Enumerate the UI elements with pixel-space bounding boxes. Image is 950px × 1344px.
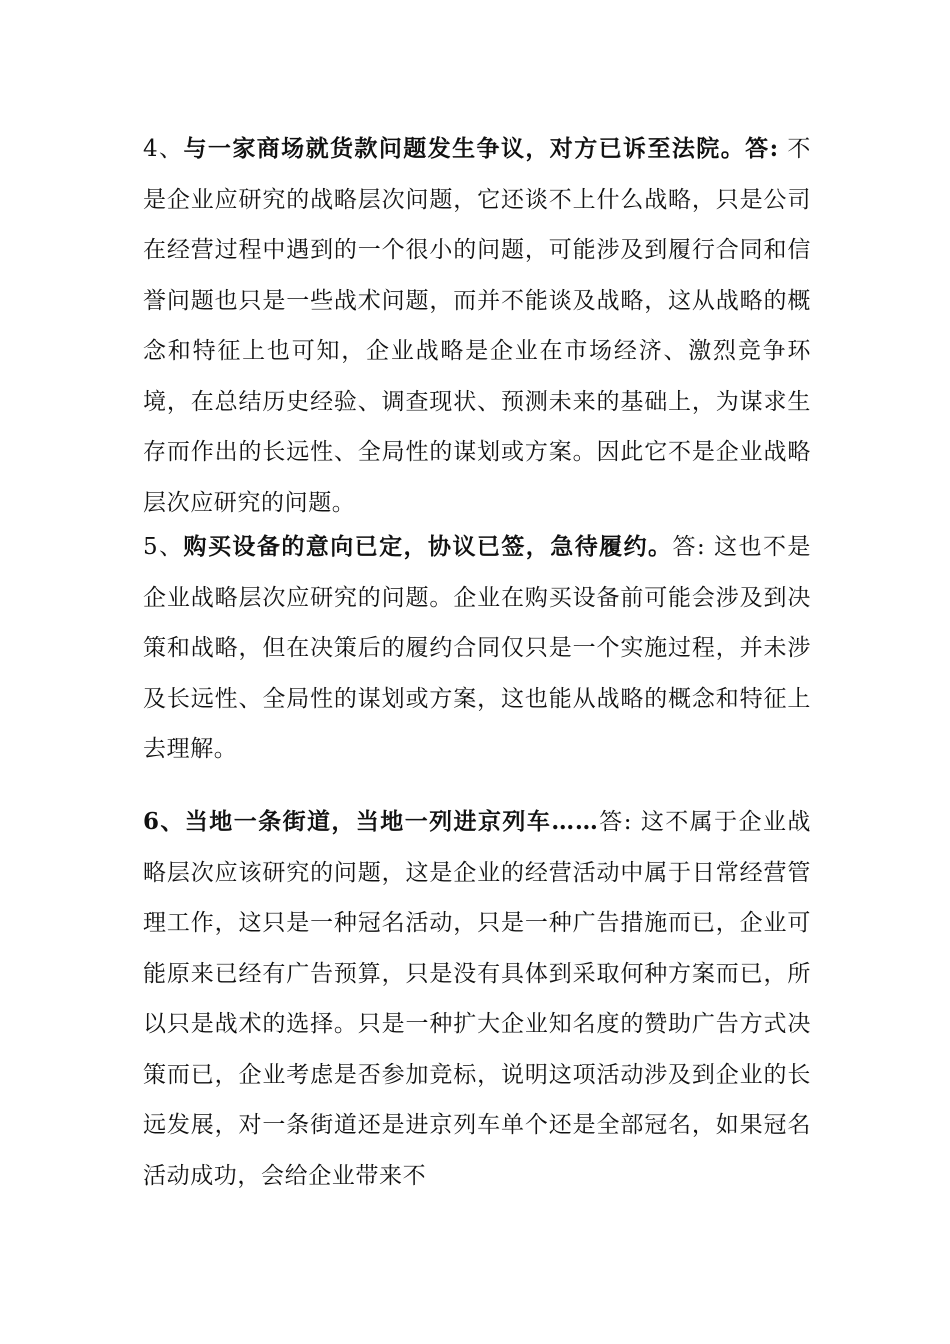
answer-text: 答: 这不属于企业战略层次应该研究的问题，这是企业的经营活动中属于日常经营管理工作，这只是一种冠名活动，只是一种广告措施而已，企业可能原来已经有广告预算，只是没有具体到采取何种方案而已，所以只是战术的选择。只是一种扩大企业知名度的赞助广告方式决策而已，企业考虑是否参加竞标，说明这项活动涉及到企业的长远发展，对一条街道还是进京列车单个还是全部冠名，如果冠名活动成功，会给企业带来不 — [143, 809, 811, 1189]
paragraph-4 — [143, 124, 811, 528]
paragraph-5 — [143, 522, 811, 775]
paragraph-number: 6、 — [143, 808, 185, 835]
paragraph-number: 4、 — [143, 136, 184, 162]
paragraph-6 — [143, 797, 811, 1201]
answer-text: 不是企业应研究的战略层次问题，它还谈不上什么战略，只是公司在经营过程中遇到的一个很小的问题，可能涉及到履行合同和信誉问题也只是一些战术问题，而并不能谈及战略，这从战略的概念和特征上也可知，企业战略是企业在市场经济、激烈竞争环境，在总结历史经验、调查现状、预测未来的基础上，为谋求生存而作出的长远性、全局性的谋划或方案。因此它不是企业战略层次应研究的问题。 — [143, 136, 811, 516]
question-text: 当地一条街道，当地一列进京列车…… — [184, 808, 599, 835]
question-text: 与一家商场就货款问题发生争议，对方已诉至法院。答: — [183, 135, 779, 162]
paragraph-number: 5、 — [143, 534, 184, 560]
answer-text: 答: 这也不是企业战略层次应研究的问题。企业在购买设备前可能会涉及到决策和战略，但在决策后的履约合同仅只是一个实施过程，并未涉及长远性、全局性的谋划或方案，这也能从战略的概念和特征上去理解。 — [143, 534, 811, 762]
question-text: 购买设备的意向已定，协议已签，急待履约。 — [183, 533, 673, 560]
